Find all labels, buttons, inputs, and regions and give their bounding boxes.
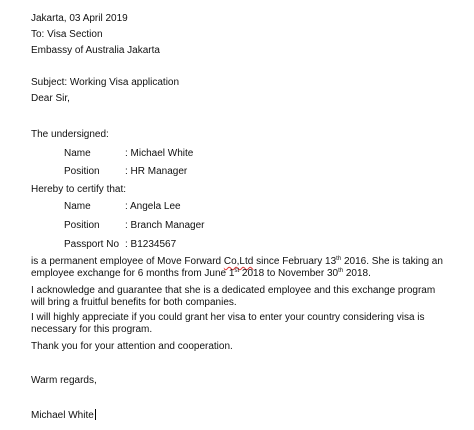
ordinal-suffix: th (336, 256, 342, 262)
guarantee-paragraph: I acknowledge and guarantee that she is a dedicated employee and this exchange program will bring a fruitful benefits for both companies. (31, 285, 436, 308)
employee-position-value: : Branch Manager (125, 220, 205, 231)
text-cursor (95, 409, 96, 420)
para1-part3: 2016. She is taking an employee exchange for 6 months from June 1 (31, 256, 443, 279)
employee-passport-label: Passport No (64, 239, 120, 250)
signature-name-line[interactable] (31, 409, 96, 422)
appreciation-paragraph: I will highly appreciate if you could grant her visa to enter your country considering visa is necessary for this program. (31, 312, 425, 335)
signature-name: Michael White (31, 410, 94, 421)
certify-intro: Hereby to certify that: (31, 184, 127, 195)
para1-part4: 2018 to November 30 (239, 268, 339, 279)
employment-paragraph (31, 256, 446, 280)
para1-part2: since February 13 (253, 256, 337, 267)
recipient-line: To: Visa Section (31, 29, 103, 40)
letter-date: Jakarta, 03 April 2019 (31, 13, 128, 24)
signer-position-label: Position (64, 166, 100, 177)
employee-name-label: Name (64, 201, 91, 212)
closing-line: Warm regards, (31, 375, 97, 386)
employee-position-label: Position (64, 220, 100, 231)
signer-position-value: : HR Manager (125, 166, 188, 177)
para1-part5: 2018. (343, 268, 371, 279)
ordinal-suffix: st (234, 268, 240, 274)
signer-name-label: Name (64, 148, 91, 159)
salutation: Dear Sir, (31, 93, 70, 104)
signer-name-value: : Michael White (125, 148, 194, 159)
subject-line: Subject: Working Visa application (31, 77, 180, 88)
undersigned-intro: The undersigned: (31, 129, 109, 140)
company-name-suffix: Co,Ltd (223, 256, 254, 267)
para1-part1: is a permanent employee of Move Forward (31, 256, 224, 267)
thanks-line: Thank you for your attention and cooperation. (31, 341, 233, 352)
employee-name-value: : Angela Lee (125, 201, 181, 212)
ordinal-suffix: th (338, 268, 344, 274)
employee-passport-value: : B1234567 (125, 239, 177, 250)
embassy-line: Embassy of Australia Jakarta (31, 45, 160, 56)
